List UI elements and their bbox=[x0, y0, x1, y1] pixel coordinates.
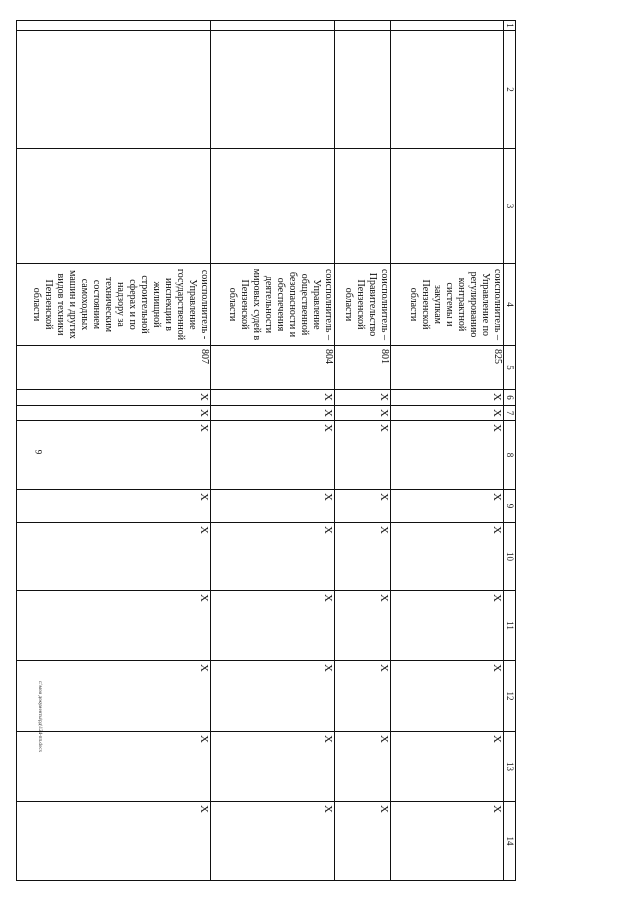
table-row bbox=[17, 21, 211, 881]
x-mark-cell: X bbox=[335, 390, 391, 406]
x-mark-cell: X bbox=[17, 523, 211, 591]
executor-cell: соисполнитель – Управление общественной безопасности и обеспечения деятельности мировых судей в Пензенской области bbox=[211, 264, 335, 346]
code-cell: 825 bbox=[391, 346, 504, 390]
code-cell: 807 bbox=[17, 346, 211, 390]
x-mark-cell: X bbox=[391, 406, 504, 421]
cell-empty bbox=[335, 21, 391, 31]
x-mark-cell: X bbox=[391, 523, 504, 591]
header-row bbox=[504, 21, 516, 881]
x-mark-cell: X bbox=[391, 490, 504, 523]
table-row bbox=[211, 21, 335, 881]
rotated-table-wrapper bbox=[18, 20, 516, 880]
x-mark-cell: X bbox=[391, 421, 504, 490]
column-header: 13 bbox=[504, 732, 516, 802]
x-mark-cell: X bbox=[211, 523, 335, 591]
x-mark-cell: X bbox=[335, 490, 391, 523]
cell-empty bbox=[211, 149, 335, 264]
cell-empty bbox=[211, 21, 335, 31]
x-mark-cell: X bbox=[335, 661, 391, 732]
column-header: 3 bbox=[504, 149, 516, 264]
column-header: 10 bbox=[504, 523, 516, 591]
x-mark-cell: X bbox=[335, 732, 391, 802]
column-header: 4 bbox=[504, 264, 516, 346]
x-mark-cell: X bbox=[17, 591, 211, 661]
x-mark-cell: X bbox=[335, 591, 391, 661]
x-mark-cell: X bbox=[391, 661, 504, 732]
x-mark-cell: X bbox=[211, 406, 335, 421]
column-header: 6 bbox=[504, 390, 516, 406]
x-mark-cell: X bbox=[211, 390, 335, 406]
x-mark-cell: X bbox=[211, 490, 335, 523]
x-mark-cell: X bbox=[17, 732, 211, 802]
column-header: 9 bbox=[504, 490, 516, 523]
cell-empty bbox=[335, 149, 391, 264]
x-mark-cell: X bbox=[17, 490, 211, 523]
x-mark-cell: X bbox=[17, 406, 211, 421]
code-cell: 801 bbox=[335, 346, 391, 390]
x-mark-cell: X bbox=[211, 732, 335, 802]
table-row bbox=[391, 21, 504, 881]
column-header: 2 bbox=[504, 31, 516, 149]
x-mark-cell: X bbox=[391, 591, 504, 661]
x-mark-cell: X bbox=[335, 406, 391, 421]
x-mark-cell: X bbox=[211, 421, 335, 490]
executor-cell: соисполнитель - Управление государственной инспекции в жилищной строительной сферах и по надзору за техническим состоянием самоходных машин и других видов техники Пензенской области bbox=[17, 264, 211, 346]
x-mark-cell: X bbox=[211, 802, 335, 881]
x-mark-cell: X bbox=[335, 523, 391, 591]
cell-empty bbox=[391, 149, 504, 264]
x-mark-cell: X bbox=[17, 421, 211, 490]
cell-empty bbox=[391, 21, 504, 31]
column-header: 5 bbox=[504, 346, 516, 390]
page-number: 9 bbox=[33, 449, 44, 455]
column-header: 14 bbox=[504, 802, 516, 881]
executor-cell: соисполнитель – Правительство Пензенской области bbox=[335, 264, 391, 346]
x-mark-cell: X bbox=[211, 591, 335, 661]
x-mark-cell: X bbox=[17, 802, 211, 881]
column-header: 12 bbox=[504, 661, 516, 732]
column-header: 8 bbox=[504, 421, 516, 490]
code-cell: 804 bbox=[211, 346, 335, 390]
executor-cell: соисполнитель – Управление по регулированию контрактной системы и закупкам Пензенской области bbox=[391, 264, 504, 346]
cell-empty bbox=[335, 31, 391, 149]
cell-empty bbox=[17, 21, 211, 31]
x-mark-cell: X bbox=[391, 732, 504, 802]
cell-empty bbox=[17, 31, 211, 149]
x-mark-cell: X bbox=[211, 661, 335, 732]
cell-empty bbox=[211, 31, 335, 149]
footer-file-path: c:\мои документы\рд\124-пп.docx bbox=[37, 680, 43, 753]
column-header: 7 bbox=[504, 406, 516, 421]
cell-empty bbox=[391, 31, 504, 149]
x-mark-cell: X bbox=[335, 421, 391, 490]
x-mark-cell: X bbox=[17, 390, 211, 406]
x-mark-cell: X bbox=[391, 390, 504, 406]
x-mark-cell: X bbox=[17, 661, 211, 732]
column-header: 11 bbox=[504, 591, 516, 661]
x-mark-cell: X bbox=[391, 802, 504, 881]
column-header: 1 bbox=[504, 21, 516, 31]
x-mark-cell: X bbox=[335, 802, 391, 881]
cell-empty bbox=[17, 149, 211, 264]
budget-table bbox=[16, 20, 516, 881]
table-row bbox=[335, 21, 391, 881]
